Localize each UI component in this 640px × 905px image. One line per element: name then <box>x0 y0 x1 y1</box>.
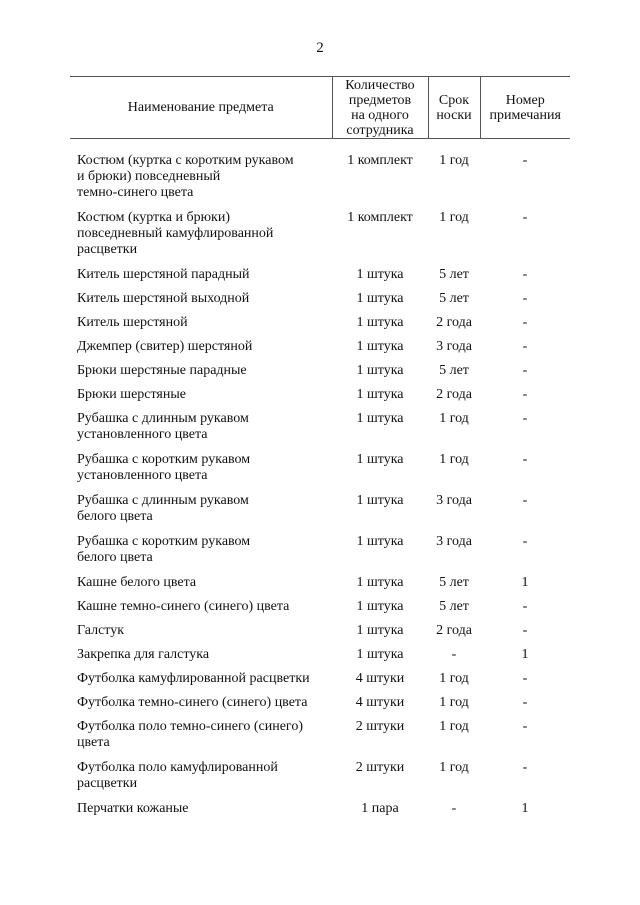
item-name-line: расцветки <box>77 776 138 791</box>
item-quantity: 1 комплект <box>347 153 413 168</box>
item-quantity: 1 штука <box>356 575 404 590</box>
item-name-line: и брюки) повседневный <box>77 169 221 184</box>
item-quantity: 1 комплект <box>347 210 413 225</box>
item-term: 3 года <box>436 534 472 549</box>
item-quantity: 1 штука <box>356 411 404 426</box>
item-term: 1 год <box>439 452 469 467</box>
item-name-line: установленного цвета <box>77 427 208 442</box>
table-row <box>70 711 570 751</box>
header-term-line: Срок <box>438 92 470 108</box>
item-name <box>70 639 332 663</box>
item-note: 1 <box>521 801 529 816</box>
header-quantity-line: предметов <box>348 92 412 108</box>
item-name-line: Брюки шерстяные парадные <box>77 363 247 378</box>
table-row <box>70 331 570 355</box>
table-row <box>70 591 570 615</box>
item-term: 1 год <box>439 760 469 775</box>
item-name <box>70 566 332 591</box>
item-term: 5 лет <box>439 575 469 590</box>
item-quantity: 1 штука <box>356 339 404 354</box>
header-term-line: носки <box>436 107 472 123</box>
item-term: 3 года <box>436 493 472 508</box>
item-name-line: Футболка поло темно-синего (синего) <box>77 719 303 734</box>
item-quantity: 4 штуки <box>355 671 405 686</box>
item-term: 3 года <box>436 339 472 354</box>
table-row <box>70 566 570 591</box>
item-quantity: 1 пара <box>361 801 399 816</box>
table-row <box>70 751 570 792</box>
item-term: - <box>451 647 457 662</box>
item-name-line: расцветки <box>77 242 138 257</box>
item-name <box>70 403 332 443</box>
item-name <box>70 283 332 307</box>
uniform-items-table <box>70 76 570 817</box>
item-note: - <box>522 411 528 426</box>
item-quantity: 1 штука <box>356 363 404 378</box>
table-row <box>70 139 570 202</box>
item-name-line: Футболка поло камуфлированной <box>77 760 278 775</box>
header-item-name <box>70 77 332 139</box>
item-name-line: белого цвета <box>77 509 153 524</box>
item-name-line: Китель шерстяной парадный <box>77 267 250 282</box>
header-note <box>480 77 570 139</box>
table-row <box>70 283 570 307</box>
item-name-line: Кашне темно-синего (синего) цвета <box>77 599 290 614</box>
table-row <box>70 403 570 443</box>
item-term: 1 год <box>439 671 469 686</box>
item-note: - <box>522 153 528 168</box>
table-row <box>70 663 570 687</box>
item-quantity: 1 штука <box>356 623 404 638</box>
item-name <box>70 711 332 751</box>
item-name <box>70 687 332 711</box>
header-note-line: примечания <box>489 107 561 123</box>
item-name-line: Галстук <box>77 623 125 638</box>
item-name-line: повседневный камуфлированной <box>77 226 274 241</box>
item-note: - <box>522 452 528 467</box>
table-row <box>70 639 570 663</box>
item-note: 1 <box>521 647 529 662</box>
item-name <box>70 751 332 792</box>
item-quantity: 1 штука <box>356 647 404 662</box>
item-term: 1 год <box>439 411 469 426</box>
item-name-line: Футболка темно-синего (синего) цвета <box>77 695 308 710</box>
item-term: 2 года <box>436 387 472 402</box>
item-note: - <box>522 695 528 710</box>
item-name-line: установленного цвета <box>77 468 208 483</box>
header-quantity-line: Количество <box>345 77 415 93</box>
table-row <box>70 379 570 403</box>
item-note: 1 <box>521 575 529 590</box>
item-quantity: 1 штука <box>356 267 404 282</box>
item-name-line: белого цвета <box>77 550 153 565</box>
header-note-line: Номер <box>505 92 545 108</box>
item-term: 1 год <box>439 719 469 734</box>
item-name-line: Китель шерстяной <box>77 315 188 330</box>
table-row <box>70 525 570 566</box>
item-name <box>70 201 332 258</box>
page-number: 2 <box>316 40 324 56</box>
item-name <box>70 615 332 639</box>
item-name-line: темно-синего цвета <box>77 185 194 200</box>
item-quantity: 1 штука <box>356 599 404 614</box>
item-name <box>70 591 332 615</box>
item-note: - <box>522 387 528 402</box>
item-term: 5 лет <box>439 363 469 378</box>
item-name <box>70 525 332 566</box>
table-row <box>70 687 570 711</box>
item-term: 1 год <box>439 153 469 168</box>
item-note: - <box>522 534 528 549</box>
item-note: - <box>522 493 528 508</box>
item-name <box>70 484 332 525</box>
item-name-line: Рубашка с коротким рукавом <box>77 534 251 549</box>
header-term <box>428 77 480 139</box>
table-row <box>70 792 570 817</box>
item-quantity: 1 штука <box>356 315 404 330</box>
item-name-line: Костюм (куртка и брюки) <box>77 210 230 225</box>
table-row <box>70 615 570 639</box>
item-name <box>70 379 332 403</box>
table-row <box>70 484 570 525</box>
item-name-line: Джемпер (свитер) шерстяной <box>77 339 253 354</box>
item-term: 2 года <box>436 315 472 330</box>
table-header <box>70 77 570 139</box>
item-note: - <box>522 315 528 330</box>
item-name-line: Китель шерстяной выходной <box>77 291 250 306</box>
item-term: 2 года <box>436 623 472 638</box>
item-term: 5 лет <box>439 267 469 282</box>
item-name-line: Рубашка с длинным рукавом <box>77 493 249 508</box>
item-name-line: Рубашка с коротким рукавом <box>77 452 251 467</box>
item-name-line: Костюм (куртка с коротким рукавом <box>77 153 294 168</box>
table-row <box>70 443 570 484</box>
header-quantity-line: на одного <box>351 107 409 123</box>
item-name-line: Перчатки кожаные <box>77 801 189 816</box>
item-quantity: 2 штуки <box>355 719 405 734</box>
item-term: - <box>451 801 457 816</box>
table-row <box>70 355 570 379</box>
item-name <box>70 307 332 331</box>
item-note: - <box>522 363 528 378</box>
header-quantity-line: сотрудника <box>346 122 414 138</box>
item-name <box>70 663 332 687</box>
item-note: - <box>522 599 528 614</box>
item-term: 5 лет <box>439 599 469 614</box>
table-row <box>70 307 570 331</box>
item-term: 1 год <box>439 210 469 225</box>
item-name <box>70 331 332 355</box>
item-name <box>70 443 332 484</box>
table-body <box>70 139 570 818</box>
item-quantity: 1 штука <box>356 534 404 549</box>
item-quantity: 1 штука <box>356 291 404 306</box>
item-name <box>70 355 332 379</box>
item-name <box>70 258 332 283</box>
item-quantity: 4 штуки <box>355 695 405 710</box>
item-note: - <box>522 210 528 225</box>
item-note: - <box>522 719 528 734</box>
item-name-line: Рубашка с длинным рукавом <box>77 411 249 426</box>
item-note: - <box>522 291 528 306</box>
item-name <box>70 792 332 817</box>
item-note: - <box>522 339 528 354</box>
item-name-line: Закрепка для галстука <box>77 647 210 662</box>
item-name-line: цвета <box>77 735 110 750</box>
item-quantity: 1 штука <box>356 387 404 402</box>
item-quantity: 2 штуки <box>355 760 405 775</box>
header-row <box>70 77 570 139</box>
item-name <box>70 139 332 202</box>
item-name-line: Футболка камуфлированной расцветки <box>77 671 310 686</box>
item-name-line: Брюки шерстяные <box>77 387 186 402</box>
header-quantity <box>332 77 428 139</box>
item-note: - <box>522 760 528 775</box>
item-note: - <box>522 623 528 638</box>
item-note: - <box>522 267 528 282</box>
item-name-line: Кашне белого цвета <box>77 575 197 590</box>
item-quantity: 1 штука <box>356 493 404 508</box>
item-quantity: 1 штука <box>356 452 404 467</box>
item-term: 5 лет <box>439 291 469 306</box>
item-note: - <box>522 671 528 686</box>
item-term: 1 год <box>439 695 469 710</box>
table-row <box>70 201 570 258</box>
table-row <box>70 258 570 283</box>
header-item-name-text: Наименование предмета <box>127 100 274 115</box>
